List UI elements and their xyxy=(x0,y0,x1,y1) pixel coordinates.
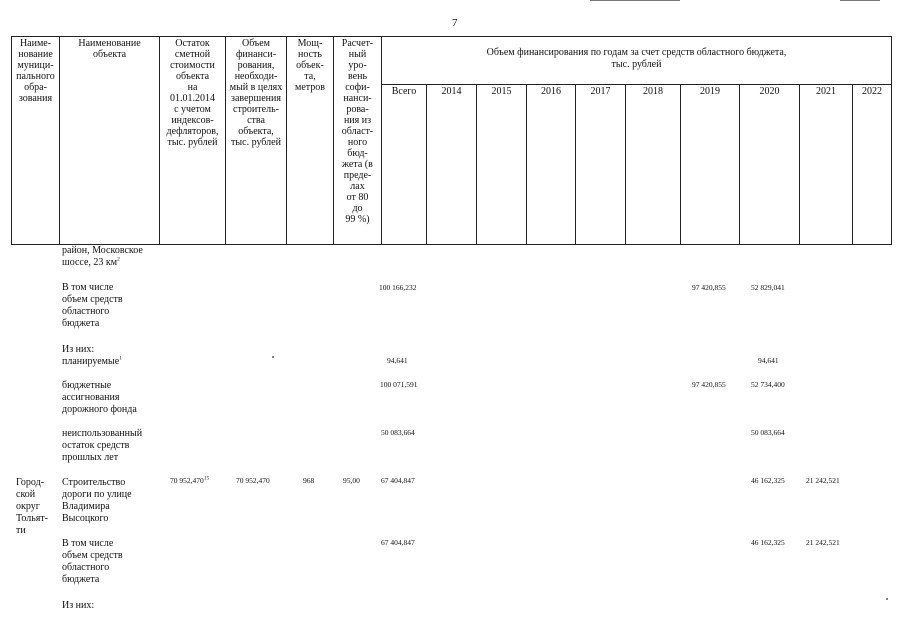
cell-total: 50 083,664 xyxy=(381,428,415,437)
scan-artifact-dot xyxy=(886,598,888,600)
header-year-2020: 2020 xyxy=(759,86,780,97)
header-border-top xyxy=(11,36,892,37)
col-divider xyxy=(799,84,800,245)
header-years-caption: Объем финансирования по годам за счет средств областного бюджета, тыс. рублей xyxy=(486,47,787,70)
table-header xyxy=(11,36,892,245)
cell-2021: 21 242,521 xyxy=(806,476,840,485)
cell-total: 67 404,847 xyxy=(381,476,415,485)
cell-total: 67 404,847 xyxy=(381,538,415,547)
header-balance: Остаток сметной стоимости объекта на 01.01.2014 с учетом индексов- дефляторов, тыс. рублей xyxy=(166,38,219,148)
header-year-2015: 2015 xyxy=(491,86,512,97)
header-cofinancing: Расчет- ный уро- вень софи- нанси- рова- ния из област- ного бюд- жета (в преде- лах от 80 до 99 %) xyxy=(341,38,374,225)
col-divider xyxy=(852,84,853,245)
header-object: Наименование объекта xyxy=(78,38,141,60)
col-divider xyxy=(526,84,527,245)
cell-cofinancing: 95,00 xyxy=(343,476,360,485)
row-object-label: бюджетные ассигнования дорожного фонда xyxy=(62,380,137,415)
row-municipality: Город- ской округ Тольят- ти xyxy=(16,477,49,536)
cell-2019: 97 420,855 xyxy=(692,380,726,389)
scan-artifact-line xyxy=(840,0,880,1)
cell-capacity: 968 xyxy=(303,476,315,485)
col-divider xyxy=(59,36,60,245)
cell-2021: 21 242,521 xyxy=(806,538,840,547)
row-object-label: Из них: планируемые$^1$ xyxy=(62,344,122,367)
col-divider xyxy=(575,84,576,245)
row-object-label: В том числе объем средств областного бюджета xyxy=(62,538,123,585)
cell-2020: 94,641 xyxy=(758,356,779,365)
row-object-continuation: район, Московское шоссе, 23 $км^2$ xyxy=(62,245,143,268)
row-object-label: В том числе объем средств областного бюджета xyxy=(62,282,123,329)
row-object-name: Строительство дороги по улице Владимира Высоцкого xyxy=(62,477,132,524)
cell-2020: 52 734,400 xyxy=(751,380,785,389)
header-capacity: Мощ- ность объек- та, метров xyxy=(295,38,325,93)
col-divider xyxy=(625,84,626,245)
header-year-2017: 2017 xyxy=(590,86,611,97)
cell-total: 100 071,591 xyxy=(380,380,418,389)
col-divider xyxy=(476,84,477,245)
scan-artifact-dot xyxy=(272,356,274,358)
col-divider xyxy=(739,84,740,245)
header-year-2021: 2021 xyxy=(816,86,836,97)
cell-total: 94,641 xyxy=(387,356,408,365)
cell-2019: 97 420,855 xyxy=(692,283,726,292)
cell-financing: 70 952,470 xyxy=(236,476,270,485)
cell-2020: 52 829,041 xyxy=(751,283,785,292)
header-year-total: Всего xyxy=(391,86,417,97)
col-divider xyxy=(426,84,427,245)
header-financing-needed: Объем финанси- рования, необходи- мый в целях завершения строитель- ства объекта, тыс. рублей xyxy=(229,38,283,148)
header-year-2022: 2022 xyxy=(862,86,882,97)
cell-2020: 50 083,664 xyxy=(751,428,785,437)
header-year-2018: 2018 xyxy=(643,86,663,97)
cell-total: 100 166,232 xyxy=(379,283,417,292)
header-municipality: Наиме- нование муници- пального обра- зования xyxy=(16,38,55,104)
scan-artifact-line xyxy=(590,0,680,1)
row-object-label: Из них: xyxy=(62,600,95,611)
header-border-bottom xyxy=(11,244,892,245)
header-year-2014: 2014 xyxy=(441,86,462,97)
header-year-2016: 2016 xyxy=(541,86,561,97)
header-years-divider xyxy=(381,84,892,85)
page-number: 7 xyxy=(452,17,458,29)
col-divider xyxy=(680,84,681,245)
cell-2020: 46 162,325 xyxy=(751,538,785,547)
header-year-2019: 2019 xyxy=(700,86,720,97)
cell-balance: 70 952,470$^{15}$ xyxy=(170,475,210,485)
row-object-label: неиспользованный остаток средств прошлых лет xyxy=(62,428,143,463)
cell-2020: 46 162,325 xyxy=(751,476,785,485)
